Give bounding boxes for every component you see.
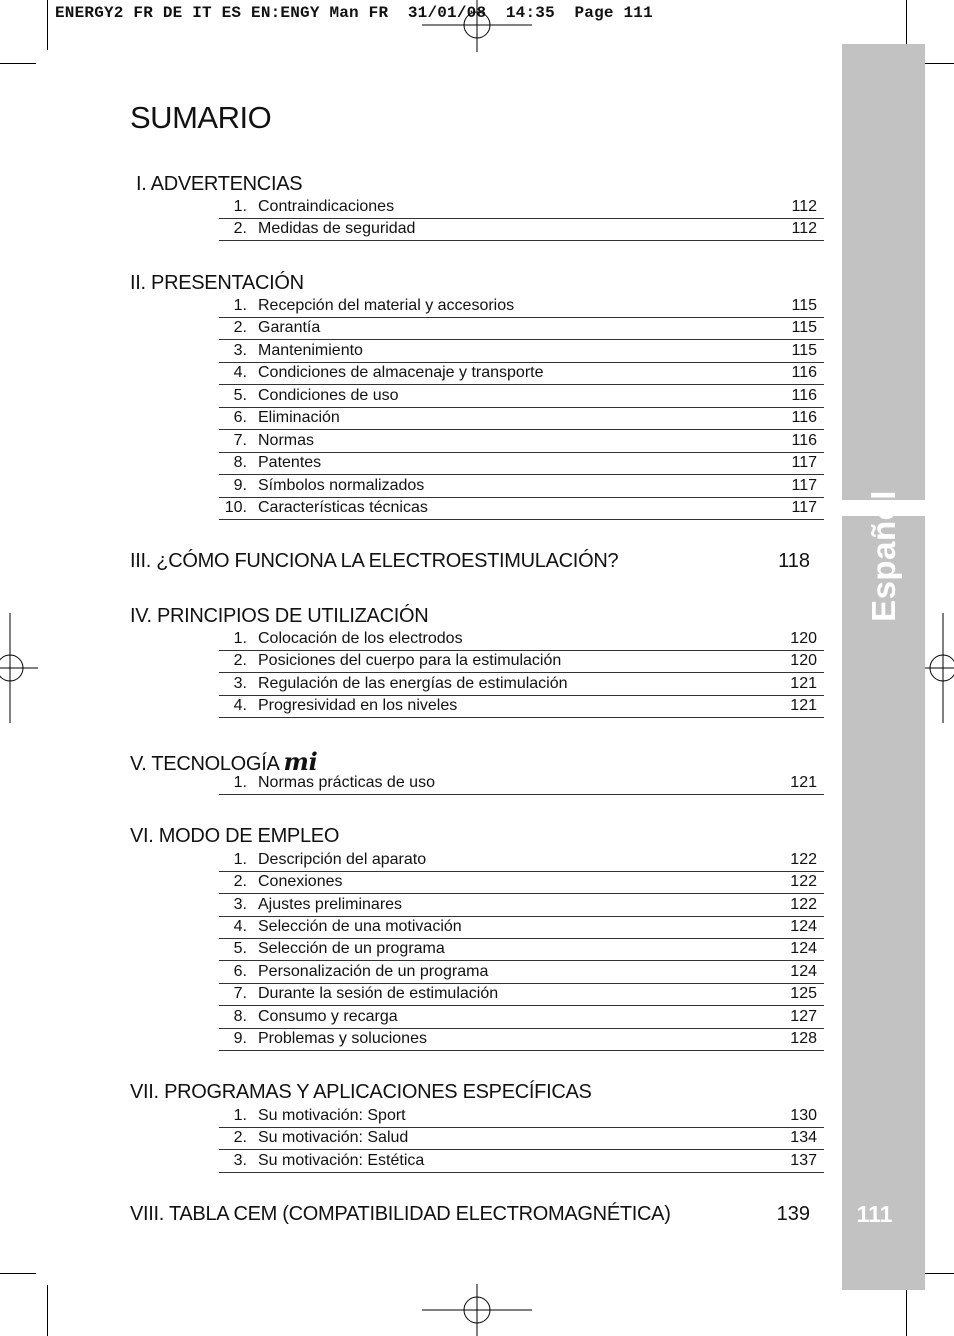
toc-item-number: 9. — [233, 1030, 247, 1047]
toc-item[interactable] — [219, 1028, 824, 1051]
toc-item[interactable] — [219, 772, 824, 795]
toc-item[interactable] — [219, 871, 824, 894]
toc-item-page: 122 — [790, 896, 817, 913]
toc-item[interactable] — [219, 650, 824, 673]
toc-item-label: Condiciones de uso — [258, 387, 399, 404]
toc-item-label: Consumo y recarga — [258, 1008, 398, 1025]
toc-item-page: 130 — [790, 1107, 817, 1124]
toc-item-label: Recepción del material y accesorios — [258, 297, 515, 314]
toc-item-label: Su motivación: Salud — [258, 1129, 409, 1146]
toc-item-page: 117 — [791, 477, 817, 494]
toc-item-page: 120 — [790, 630, 817, 647]
crop-mark — [0, 1273, 36, 1274]
toc-item-label: Normas — [258, 432, 315, 449]
toc-item-number: 2. — [233, 1129, 247, 1146]
toc-item[interactable] — [219, 849, 824, 872]
toc-item-page: 115 — [791, 342, 817, 359]
toc-item[interactable] — [219, 628, 824, 651]
toc-item-label: Ajustes preliminares — [258, 896, 403, 913]
toc-item-label: Contraindicaciones — [258, 198, 395, 215]
language-sidebar-tab — [842, 44, 925, 1290]
toc-item-label: Descripción del aparato — [258, 851, 427, 868]
toc-item-number: 9. — [233, 477, 247, 494]
toc-item-number: 3. — [233, 1152, 247, 1169]
toc-item-page: 121 — [790, 697, 817, 714]
toc-item-page: 127 — [790, 1008, 817, 1025]
toc-item-number: 10. — [224, 499, 247, 516]
toc-item-label: Problemas y soluciones — [258, 1030, 427, 1047]
crop-mark — [47, 0, 48, 50]
section-title: VI. MODO DE EMPLEO — [130, 825, 340, 847]
section-title: I. ADVERTENCIAS — [136, 173, 303, 195]
toc-item-label: Progresividad en los niveles — [258, 697, 458, 714]
toc-item[interactable] — [219, 385, 824, 408]
toc-item-number: 4. — [233, 697, 247, 714]
toc-item[interactable] — [219, 340, 824, 363]
toc-item-number: 4. — [233, 918, 247, 935]
toc-item-number: 7. — [233, 432, 247, 449]
toc-item[interactable] — [219, 695, 824, 718]
crop-mark — [47, 1285, 48, 1336]
section-title: VII. PROGRAMAS Y APLICACIONES ESPECÍFICAS — [130, 1081, 592, 1103]
section-page: 139 — [776, 1203, 810, 1225]
toc-item-page: 124 — [790, 963, 817, 980]
toc-item[interactable] — [219, 475, 824, 498]
toc-item-page: 121 — [790, 675, 817, 692]
toc-item-page: 122 — [790, 851, 817, 868]
toc-item-page: 121 — [790, 774, 817, 791]
toc-item[interactable] — [219, 430, 824, 453]
section-title-text: V. TECNOLOGÍA — [130, 753, 280, 775]
sidebar-language-label: Español — [865, 490, 902, 622]
registration-mark-icon — [0, 613, 38, 723]
toc-item-number: 8. — [233, 454, 247, 471]
toc-item-page: 124 — [790, 940, 817, 957]
toc-item-number: 1. — [233, 630, 247, 647]
toc-item-label: Selección de un programa — [258, 940, 445, 957]
toc-item[interactable] — [219, 218, 824, 241]
toc-item-page: 112 — [791, 220, 817, 237]
toc-item-label: Eliminación — [258, 409, 340, 426]
toc-item[interactable] — [219, 938, 824, 961]
toc-item-page: 116 — [791, 432, 817, 449]
toc-item-label: Normas prácticas de uso — [258, 774, 435, 791]
toc-item-number: 8. — [233, 1008, 247, 1025]
toc-item-label: Posiciones del cuerpo para la estimulación — [258, 652, 562, 669]
toc-item[interactable] — [219, 1127, 824, 1150]
toc-item-page: 115 — [791, 297, 817, 314]
toc-item-label: Patentes — [258, 454, 322, 471]
toc-item-page: 134 — [790, 1129, 817, 1146]
toc-item-page: 137 — [790, 1152, 817, 1169]
toc-item-label: Condiciones de almacenaje y transporte — [258, 364, 544, 381]
section-title: IV. PRINCIPIOS DE UTILIZACIÓN — [130, 605, 429, 627]
toc-item-label: Selección de una motivación — [258, 918, 462, 935]
registration-mark-icon — [422, 1284, 532, 1336]
toc-item[interactable] — [219, 916, 824, 939]
toc-item-number: 5. — [233, 940, 247, 957]
toc-item-number: 2. — [233, 873, 247, 890]
toc-item-page: 117 — [791, 454, 817, 471]
toc-item[interactable] — [219, 317, 824, 340]
toc-item-page: 124 — [790, 918, 817, 935]
mi-logo: mi — [283, 747, 318, 776]
toc-item-page: 122 — [790, 873, 817, 890]
toc-item-label: Personalización de un programa — [258, 963, 489, 980]
toc-item-number: 3. — [233, 896, 247, 913]
toc-item-label: Regulación de las energías de estimulación — [258, 675, 568, 692]
toc-item-number: 5. — [233, 387, 247, 404]
section-title: II. PRESENTACIÓN — [130, 272, 304, 294]
toc-item-page: 112 — [791, 198, 817, 215]
page-number: 111 — [856, 1201, 893, 1227]
toc-item-number: 1. — [233, 851, 247, 868]
toc-item[interactable] — [219, 961, 824, 984]
toc-item-label: Su motivación: Sport — [258, 1107, 406, 1124]
toc-item[interactable] — [219, 673, 824, 696]
toc-item[interactable] — [219, 894, 824, 917]
toc-item[interactable] — [219, 1105, 824, 1128]
toc-item-label: Durante la sesión de estimulación — [258, 985, 499, 1002]
section-title[interactable]: III. ¿CÓMO FUNCIONA LA ELECTROESTIMULACIÓN? — [130, 550, 619, 572]
registration-mark-icon — [422, 0, 532, 52]
toc-item[interactable] — [219, 362, 824, 385]
toc-item-label: Colocación de los electrodos — [258, 630, 463, 647]
toc-item-number: 1. — [233, 1107, 247, 1124]
crop-mark — [906, 1285, 907, 1336]
toc-item-page: 115 — [791, 319, 817, 336]
toc-item-label: Medidas de seguridad — [258, 220, 416, 237]
toc-item-page: 117 — [791, 499, 817, 516]
toc-item-number: 1. — [233, 774, 247, 791]
toc-item-page: 125 — [790, 985, 817, 1002]
section-page: 118 — [778, 550, 810, 572]
toc-item-number: 3. — [233, 675, 247, 692]
toc-item-number: 2. — [233, 319, 247, 336]
toc-item-page: 116 — [791, 409, 817, 426]
toc-item-number: 7. — [233, 985, 247, 1002]
toc-item-number: 1. — [233, 198, 247, 215]
toc-item-number: 2. — [233, 652, 247, 669]
toc-item-page: 116 — [791, 364, 817, 381]
crop-mark — [906, 0, 907, 50]
page-title: SUMARIO — [130, 100, 272, 135]
toc-item-page: 120 — [790, 652, 817, 669]
section-title[interactable]: VIII. TABLA CEM (COMPATIBILIDAD ELECTROMAGNÉTICA) — [130, 1203, 671, 1225]
toc-item-label: Garantía — [258, 319, 321, 336]
print-header-slug: ENERGY2 FR DE IT ES EN:ENGY Man FR 31/01/08 14:35 Page 111 — [55, 4, 653, 22]
toc-item-label: Mantenimiento — [258, 342, 363, 359]
toc-item-label: Conexiones — [258, 873, 343, 890]
toc-item[interactable] — [219, 497, 824, 520]
toc-item[interactable] — [219, 983, 824, 1006]
toc-item-label: Símbolos normalizados — [258, 477, 425, 494]
toc-item-number: 6. — [233, 409, 247, 426]
toc-item-label: Características técnicas — [258, 499, 428, 516]
crop-mark — [0, 63, 36, 64]
toc-item[interactable] — [219, 1006, 824, 1029]
toc-item-number: 6. — [233, 963, 247, 980]
toc-item[interactable] — [219, 1150, 824, 1173]
toc-item-page: 116 — [791, 387, 817, 404]
toc-item[interactable] — [219, 196, 824, 219]
toc-item-number: 4. — [233, 364, 247, 381]
toc-item[interactable] — [219, 407, 824, 430]
toc-item[interactable] — [219, 295, 824, 318]
toc-item-number: 1. — [233, 297, 247, 314]
toc-item[interactable] — [219, 452, 824, 475]
toc-item-page: 128 — [790, 1030, 817, 1047]
toc-item-number: 3. — [233, 342, 247, 359]
toc-item-number: 2. — [233, 220, 247, 237]
toc-item-label: Su motivación: Estética — [258, 1152, 425, 1169]
